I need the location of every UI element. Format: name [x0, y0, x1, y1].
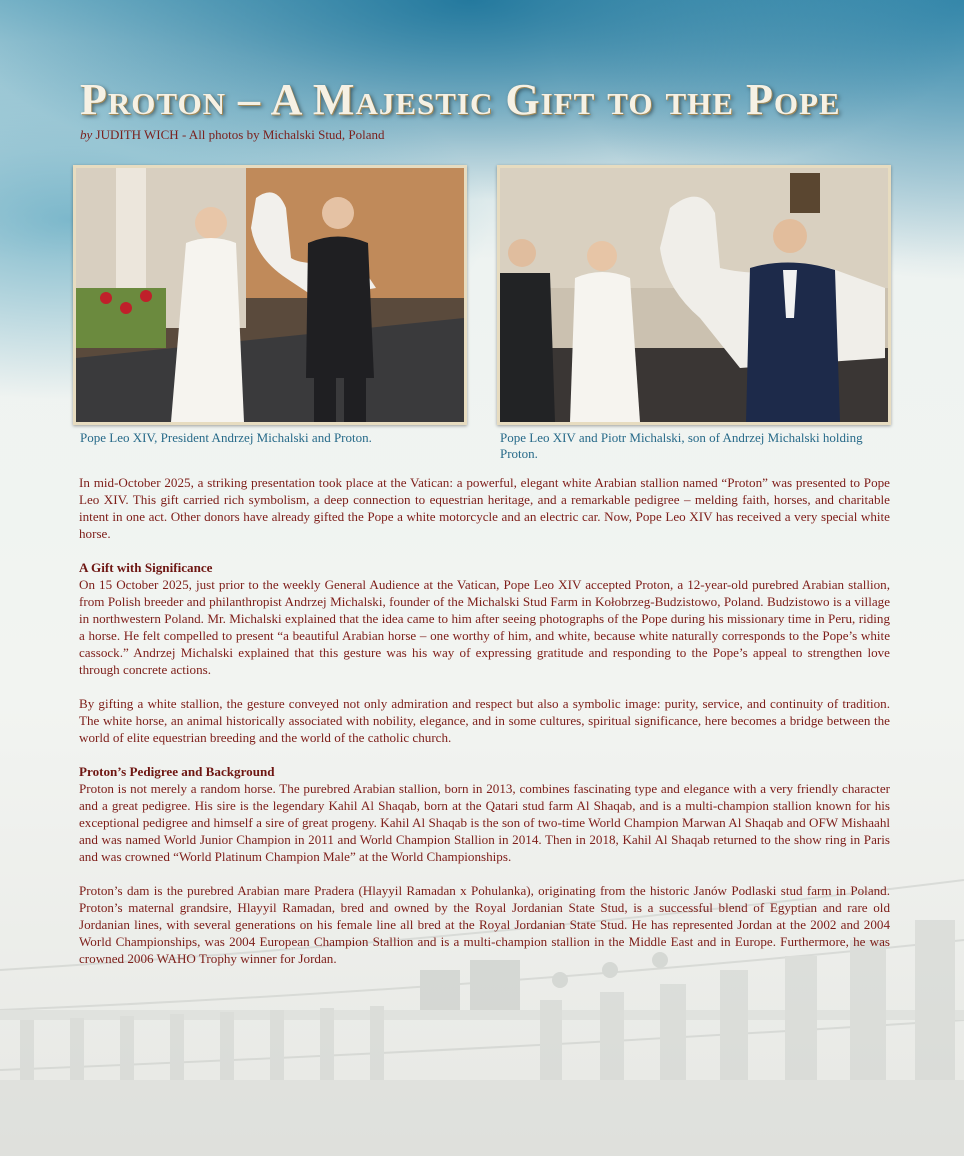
article-title: Proton – A Majestic Gift to the Pope: [80, 75, 841, 124]
photo-caption-1: Pope Leo XIV, President Andrzej Michalski and Proton.: [80, 430, 372, 445]
byline-by: by: [80, 127, 93, 142]
section-heading-pedigree: Proton’s Pedigree and Background: [79, 764, 275, 779]
photo-caption-2: Pope Leo XIV and Piotr Michalski, son of Andrzej Michalski holding Proton.: [500, 430, 863, 461]
byline-author-credit: JUDITH WICH - All photos by Michalski Stud, Poland: [92, 127, 385, 142]
byline: [80, 127, 385, 143]
article-paragraph: Proton’s dam is the purebred Arabian mare Pradera (Hlayyil Ramadan x Pohulanka), originating from the historic Janów Podlaski stud farm in Poland. Proton’s maternal grandsire, Hlayyil Ramadan, bred and owned by the Royal Jordanian State Stud, is a successful blend of Egyptian and rare old Jordanian lines, with several generations on his female line all bred at the Royal Jordanian State Stud. He has represented Jordan at the 2002 and 2004 World Championships, was 2004 European Champion Stallion and is a multi-champion stallion in the Middle East and in Europe. Furthermore, he was crowned 2006 WAHO Trophy winner for Jordan.: [79, 883, 890, 966]
article-paragraph: Proton is not merely a random horse. The purebred Arabian stallion, born in 2013, combines fascinating type and elegance with a very friendly character and a great pedigree. His sire is the legendary Kahil Al Shaqab, born at the Qatari stud farm Al Shaqab, and is a multi-champion stallion known for his exceptional pedigree and himself a sire of great progeny. Kahil Al Shaqab is the son of two-time World Champion Marwan Al Shaqab and OFW Mishaahl and was named World Junior Champion in 2011 and World Champion Stallion in 2014. Then in 2018, Kahil Al Shaqab returned to the show ring in Paris and was crowned “World Platinum Champion Male” at the World Championships.: [79, 781, 890, 864]
photo-pope-president-proton: [73, 165, 467, 425]
article-paragraph: On 15 October 2025, just prior to the weekly General Audience at the Vatican, Pope Leo XIV accepted Proton, a 12-year-old purebred Arabian stallion, from Polish breeder and philanthropist Andrzej Michalski, founder of the Michalski Stud Farm in Kołobrzeg-Budzistowo, Poland. Budzistowo is a village in northwestern Poland. Mr. Michalski explained that the idea came to him after seeing photographs of the Pope during his missionary time in Peru, riding a horse. He felt compelled to present “a beautiful Arabian horse – one worthy of him, and white, because white naturally corresponds to the Pope’s white cassock.” Andrzej Michalski explained that this gesture was his way of expressing gratitude and responding to the Pope’s appeal to strengthen love through concrete actions.: [79, 577, 890, 677]
article-paragraph: By gifting a white stallion, the gesture conveyed not only admiration and respect but also a symbolic image: purity, service, and continuity of tradition. The white horse, an animal historically associated with nobility, elegance, and in some cultures, spiritual significance, here becomes a bridge between the world of elite equestrian breeding and the world of the catholic church.: [79, 696, 890, 745]
section-heading-gift-significance: A Gift with Significance: [79, 560, 213, 575]
article-body: [79, 474, 890, 967]
photo-pope-piotr-proton: [497, 165, 891, 425]
article-intro-paragraph: In mid-October 2025, a striking presentation took place at the Vatican: a powerful, elegant white Arabian stallion named “Proton” was presented to Pope Leo XIV. This gift carried rich symbolism, a deep connection to equestrian heritage, and a remarkable pedigree – melding faith, horses, and charitable intent in one act. Other donors have already gifted the Pope a white motorcycle and an electric car. Now, Pope Leo XIV has received a very special white horse.: [79, 475, 890, 541]
